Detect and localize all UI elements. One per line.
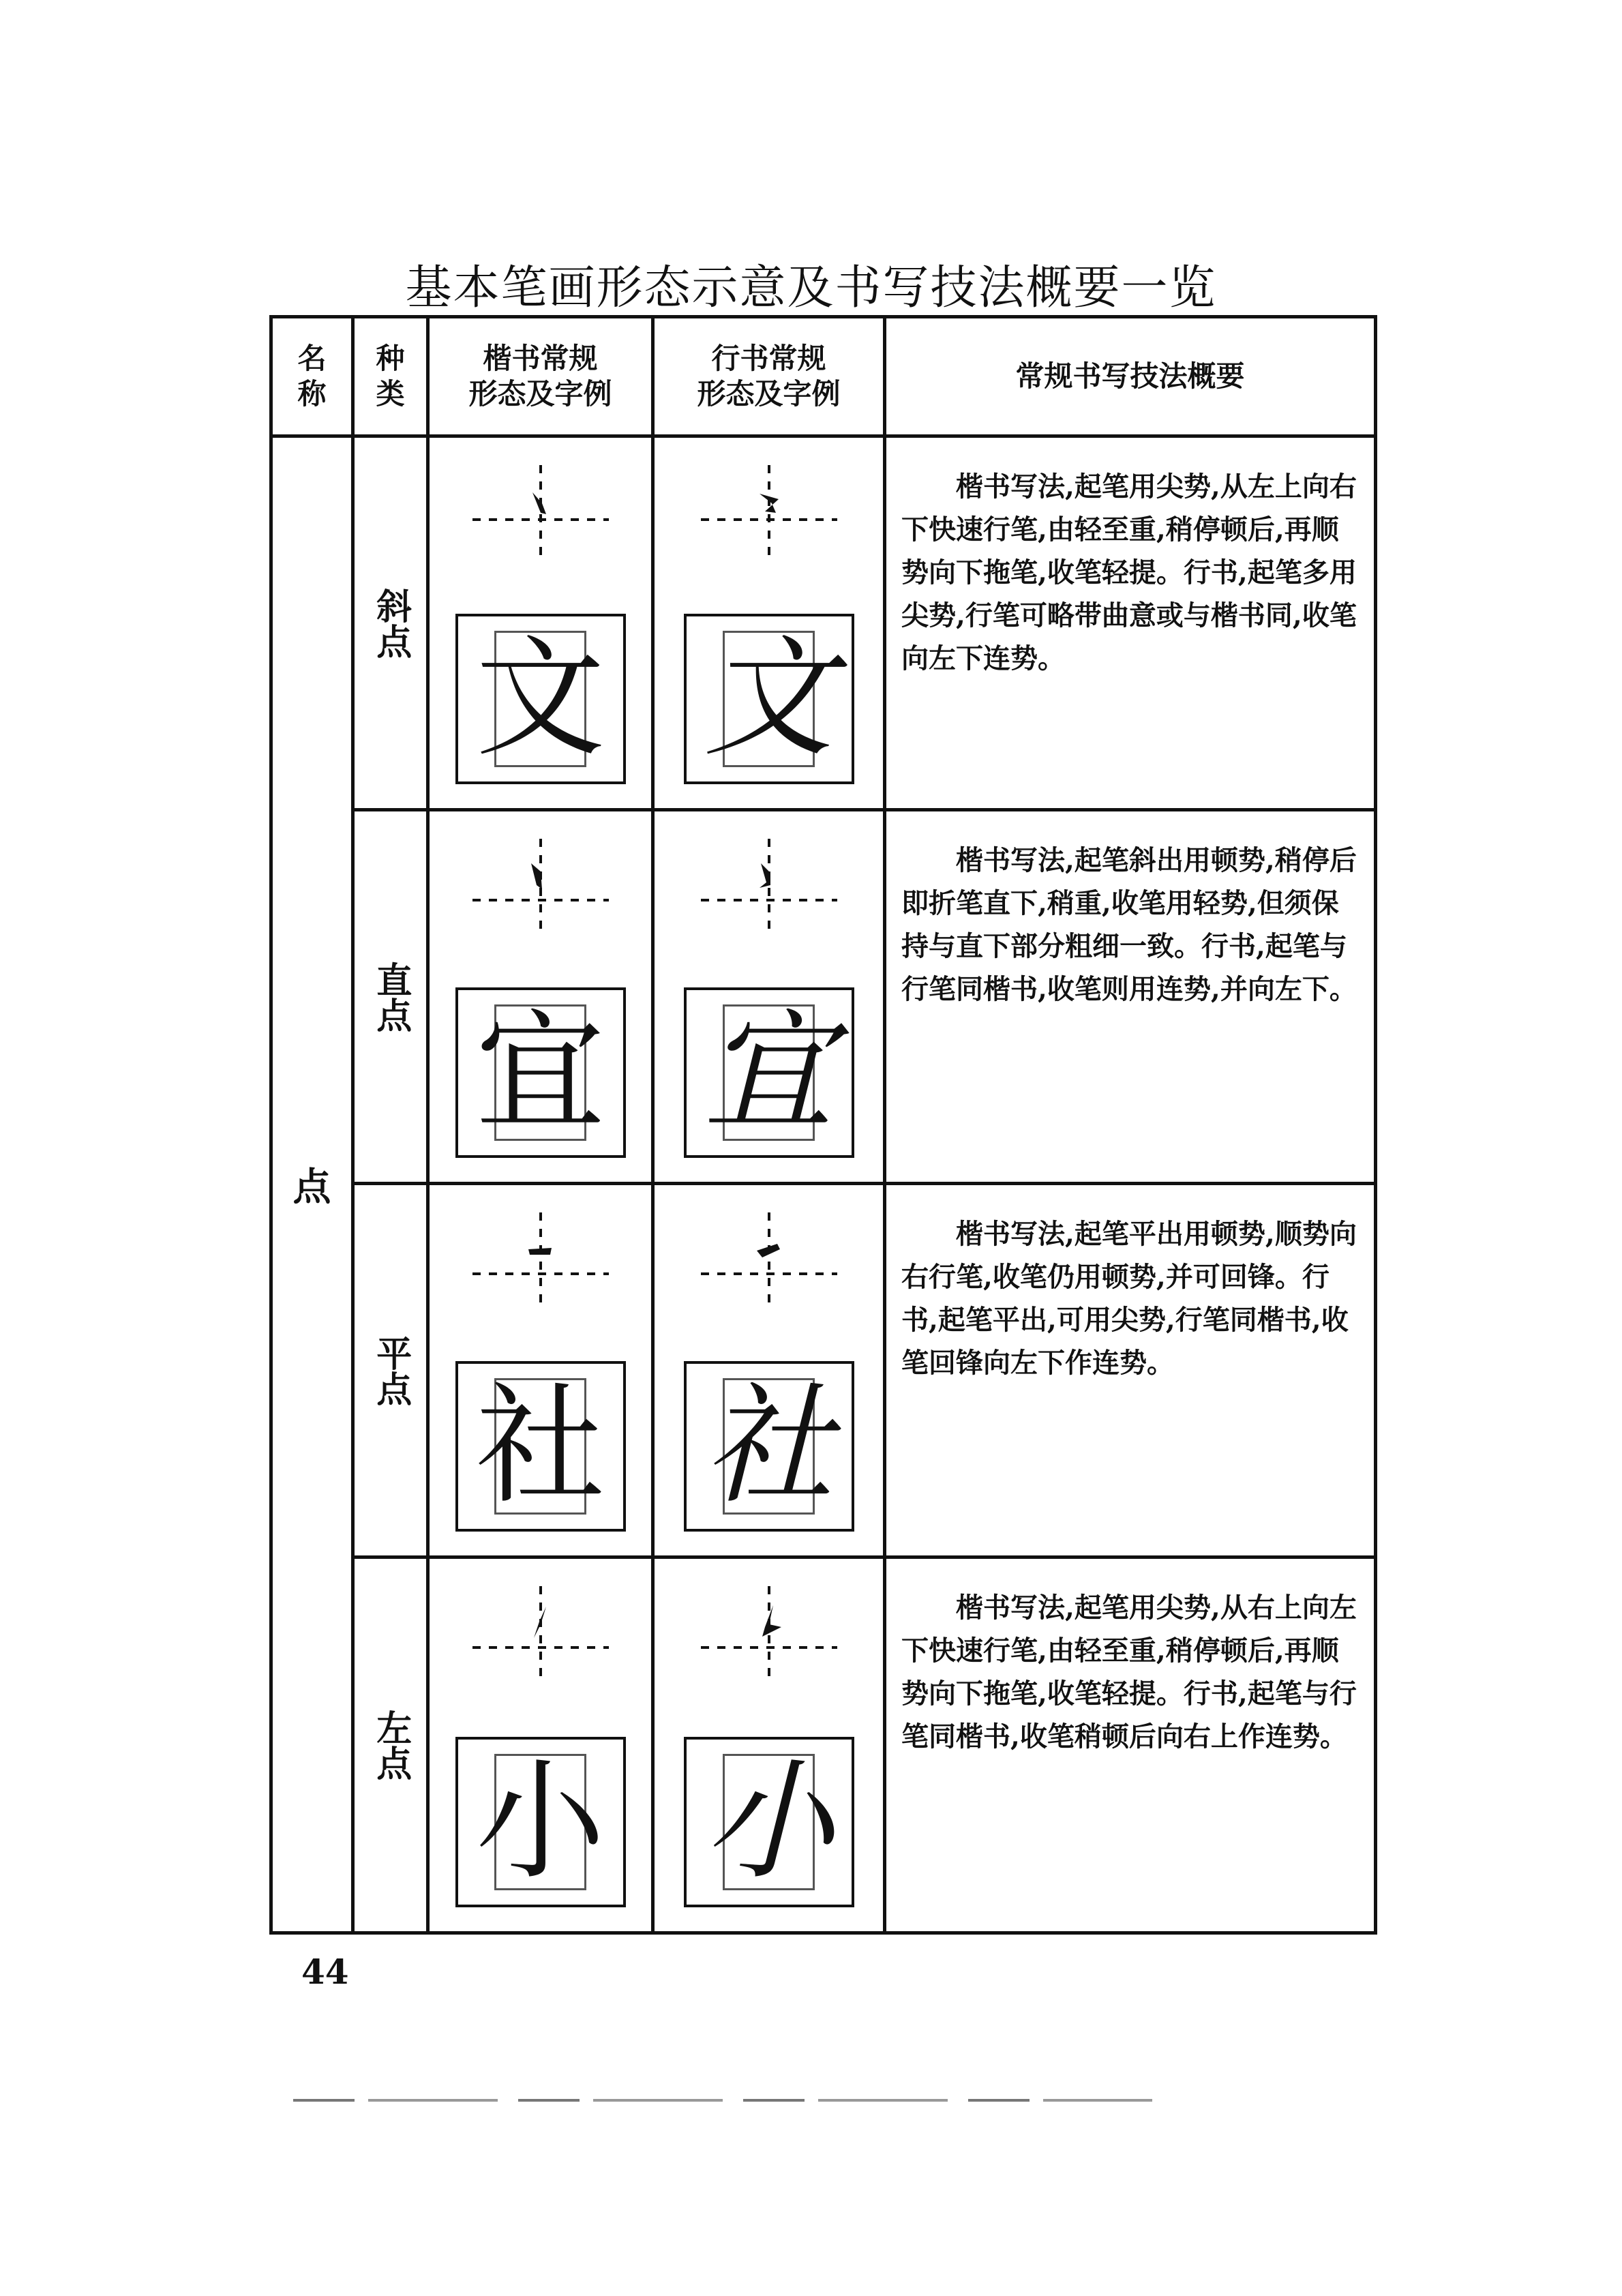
category-cell (271, 436, 353, 1933)
header-running-line2: 形态及字例 (697, 377, 841, 411)
character-frame (684, 1361, 854, 1532)
header-technique-label: 常规书写技法概要 (1015, 359, 1245, 393)
type-label: 直点 (370, 961, 411, 1032)
stroke-guide-icon (694, 1579, 844, 1688)
technique-description (885, 810, 1376, 1184)
technique-text: 楷书写法,起笔用尖势,从右上向左下快速行笔,由轻至重,稍停顿后,再顺势向下拖笔,收笔轻提。行书,起笔与行笔同楷书,收笔稍顿后向右上作连势。 (901, 1592, 1357, 1753)
type-cell (353, 810, 428, 1184)
stroke-guide-icon (466, 832, 616, 941)
example-character: 文 (704, 623, 834, 774)
character-frame (684, 987, 854, 1158)
header-type-label: 种类 (376, 341, 405, 411)
type-cell (353, 1184, 428, 1557)
technique-text: 楷书写法,起笔用尖势,从左上向右下快速行笔,由轻至重,稍停顿后,再顺势向下拖笔,收笔轻提。行书,起笔多用尖势,行笔可略带曲意或与楷书同,收笔向左下连势。 (901, 471, 1357, 674)
type-cell (353, 436, 428, 810)
stroke-guide-icon (466, 1579, 616, 1688)
type-label: 左点 (370, 1710, 411, 1780)
example-character: 宜 (704, 997, 834, 1148)
page-number: 44 (301, 1952, 349, 1992)
example-character: 文 (475, 623, 605, 774)
character-frame (684, 614, 854, 784)
regular-sample (428, 1557, 653, 1933)
header-technique (885, 317, 1376, 436)
header-regular-line2: 形态及字例 (468, 377, 612, 411)
technique-description (885, 436, 1376, 810)
character-frame (455, 614, 626, 784)
table-row (271, 1557, 1376, 1933)
header-row (271, 317, 1376, 436)
stroke-table (269, 315, 1377, 1935)
example-character: 社 (475, 1371, 605, 1521)
technique-text: 楷书写法,起笔斜出用顿势,稍停后即折笔直下,稍重,收笔用轻势,但须保持与直下部分粗细一致。行书,起笔与行笔同楷书,收笔则用连势,并向左下。 (901, 844, 1357, 1005)
header-type (353, 317, 428, 436)
regular-sample (428, 436, 653, 810)
example-character: 小 (475, 1746, 605, 1897)
stroke-guide-icon (466, 458, 616, 567)
type-label: 斜点 (370, 587, 411, 659)
running-sample (653, 810, 885, 1184)
character-frame (455, 987, 626, 1158)
regular-sample (428, 1184, 653, 1557)
header-running (653, 317, 885, 436)
example-character: 宜 (475, 997, 605, 1148)
technique-text: 楷书写法,起笔平出用顿势,顺势向右行笔,收笔仍用顿势,并可回锋。行书,起笔平出,可用尖势,行笔同楷书,收笔回锋向左下作连势。 (901, 1218, 1357, 1379)
header-name (271, 317, 353, 436)
page-title: 基本笔画形态示意及书写技法概要一览 (405, 261, 1217, 315)
technique-description (885, 1557, 1376, 1933)
type-label: 平点 (370, 1335, 411, 1406)
header-regular-line1: 楷书常规 (483, 341, 598, 375)
stroke-guide-icon (694, 458, 844, 567)
character-frame (684, 1737, 854, 1907)
example-character: 社 (704, 1371, 834, 1521)
table-row (271, 1184, 1376, 1557)
stroke-guide-icon (694, 1206, 844, 1315)
regular-sample (428, 810, 653, 1184)
running-sample (653, 1184, 885, 1557)
character-frame (455, 1361, 626, 1532)
header-regular (428, 317, 653, 436)
table-row (271, 810, 1376, 1184)
type-cell (353, 1557, 428, 1933)
example-character: 小 (704, 1746, 834, 1897)
header-running-line1: 行书常规 (711, 341, 826, 375)
table-row (271, 436, 1376, 810)
running-sample (653, 1557, 885, 1933)
running-sample (653, 436, 885, 810)
stroke-guide-icon (694, 832, 844, 941)
category-label: 点 (292, 1165, 331, 1210)
character-frame (455, 1737, 626, 1907)
stroke-guide-icon (466, 1206, 616, 1315)
technique-description (885, 1184, 1376, 1557)
header-name-label: 名称 (297, 341, 327, 411)
scan-artifact-line (293, 2099, 1152, 2102)
